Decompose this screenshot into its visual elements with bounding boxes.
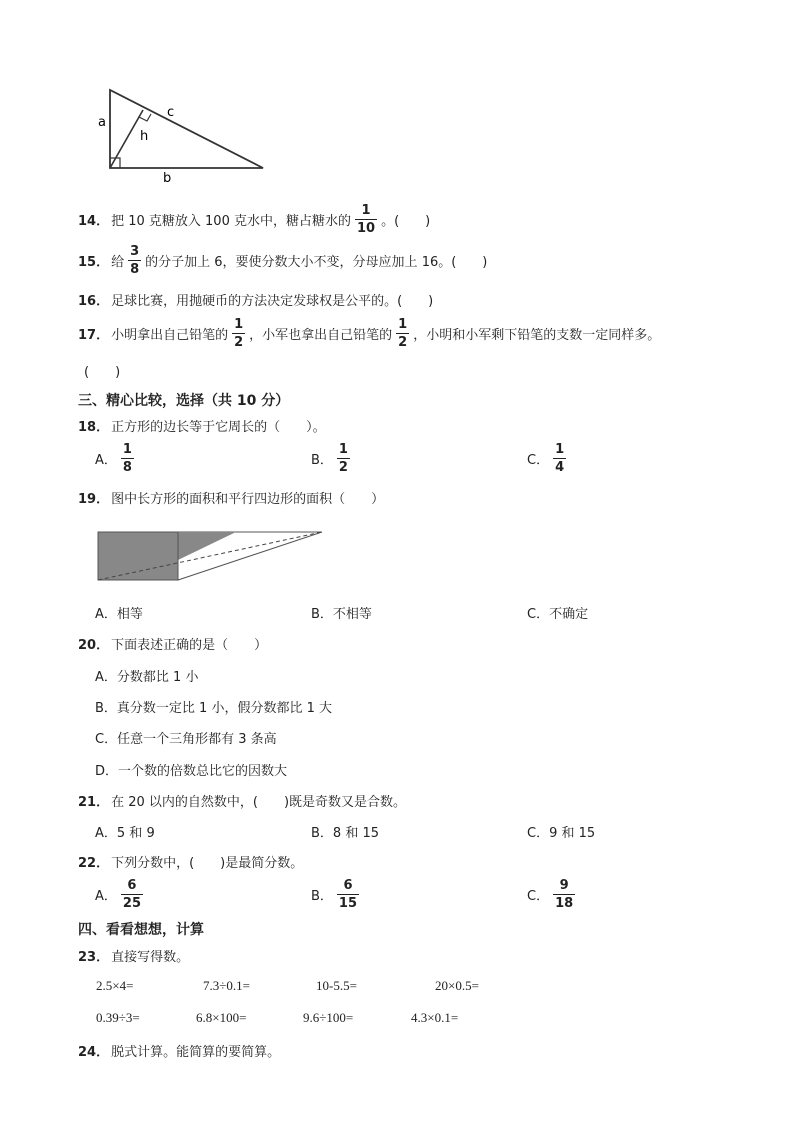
q14-text-after: 。( ) (381, 214, 431, 229)
q17-fraction-2: $\frac{1}{2}$ (398, 317, 408, 350)
q24-text: 脱式计算。能简算的要简算。 (111, 1045, 281, 1060)
q18-option-a[interactable]: A． $\frac{1}{8}$ (95, 442, 132, 475)
question-21 (78, 791, 406, 810)
q16-text: 足球比赛，用抛硬币的方法决定发球权是公平的。( ) (111, 294, 434, 309)
q19-option-a[interactable]: A．相等 (95, 607, 143, 622)
label-b: b (163, 171, 172, 182)
q20-option-d[interactable]: D．一个数的倍数总比它的因数大 (95, 764, 288, 779)
q23-number: 23． (78, 950, 110, 965)
calc-item: 10-5.5= (316, 978, 357, 993)
question-18 (78, 416, 326, 435)
q20-option-c[interactable]: C．任意一个三角形都有 3 条高 (95, 732, 277, 747)
q22-option-b[interactable]: B． $\frac{6}{15}$ (311, 878, 358, 911)
q20-number: 20． (78, 638, 110, 653)
question-15 (78, 245, 487, 276)
q14-fraction: $\frac{1}{10}$ (356, 203, 376, 236)
q22-number: 22． (78, 856, 110, 871)
q18-option-b[interactable]: B． $\frac{1}{2}$ (311, 442, 348, 475)
q15-text-after: 的分子加上 6，要使分数大小不变，分母应加上 16。( ) (145, 255, 488, 270)
calc-item: 0.39÷3= (96, 1010, 140, 1025)
q24-number: 24． (78, 1045, 110, 1060)
question-23 (78, 946, 189, 965)
q19-option-b[interactable]: B．不相等 (311, 607, 372, 622)
q16-number: 16． (78, 294, 110, 309)
question-24 (78, 1041, 280, 1060)
calc-item: 2.5×4= (96, 978, 134, 993)
q21-option-a[interactable]: A．5 和 9 (95, 826, 155, 841)
label-c: c (167, 105, 175, 120)
q17-part2: ，小军也拿出自己铅笔的 (249, 328, 393, 343)
q21-option-c[interactable]: C．9 和 15 (527, 826, 596, 841)
q14-text-before: 把 10 克糖放入 100 克水中，糖占糖水的 (111, 214, 351, 229)
q22-option-c[interactable]: C． $\frac{9}{18}$ (527, 878, 574, 911)
q20-text: 下面表述正确的是（ ） (111, 638, 268, 653)
q20-option-b[interactable]: B．真分数一定比 1 小，假分数都比 1 大 (95, 701, 332, 716)
calc-item: 7.3÷0.1= (203, 978, 250, 993)
q17-part3: ，小明和小军剩下铅笔的支数一定同样多。 (413, 328, 661, 343)
q22-text: 下列分数中，( )是最简分数。 (111, 856, 304, 871)
q21-text: 在 20 以内的自然数中，( )既是奇数又是合数。 (111, 795, 407, 810)
q17-answer-bracket: ( ) (84, 365, 121, 380)
q21-option-b[interactable]: B．8 和 15 (311, 826, 379, 841)
q15-fraction: $\frac{3}{8}$ (130, 244, 140, 277)
q22-option-a[interactable]: A． $\frac{6}{25}$ (95, 878, 141, 911)
q20-option-a[interactable]: A．分数都比 1 小 (95, 670, 199, 685)
q19-option-c[interactable]: C．不确定 (527, 607, 589, 622)
q18-number: 18． (78, 420, 110, 435)
calc-item: 4.3×0.1= (411, 1010, 459, 1025)
section-3-title: 三、精心比较，选择（共 10 分） (78, 393, 290, 409)
q15-number: 15． (78, 255, 110, 270)
calc-item: 6.8×100= (196, 1010, 247, 1025)
label-a: a (98, 115, 106, 130)
q19-number: 19． (78, 492, 110, 507)
calc-item: 20×0.5= (435, 978, 479, 993)
q14-number: 14． (78, 214, 110, 229)
q15-text-before: 给 (111, 255, 125, 270)
q21-number: 21． (78, 795, 110, 810)
q17-part1: 小明拿出自己铅笔的 (111, 328, 229, 343)
triangle-figure (95, 82, 270, 182)
q23-text: 直接写得数。 (111, 950, 190, 965)
question-14 (78, 204, 430, 235)
q17-fraction-1: $\frac{1}{2}$ (234, 317, 244, 350)
question-16 (78, 290, 433, 309)
rectangle-parallelogram-figure (96, 530, 328, 582)
label-h: h (140, 129, 149, 144)
question-19 (78, 488, 384, 507)
question-22 (78, 852, 303, 871)
q18-option-c[interactable]: C． $\frac{1}{4}$ (527, 442, 565, 475)
question-17 (78, 318, 660, 349)
section-4-title: 四、看看想想，计算 (78, 922, 204, 938)
q17-number: 17． (78, 328, 110, 343)
q18-text: 正方形的边长等于它周长的（ ）。 (111, 420, 326, 435)
calc-item: 9.6÷100= (303, 1010, 354, 1025)
question-20 (78, 634, 267, 653)
q19-text: 图中长方形的面积和平行四边形的面积（ ） (111, 492, 385, 507)
